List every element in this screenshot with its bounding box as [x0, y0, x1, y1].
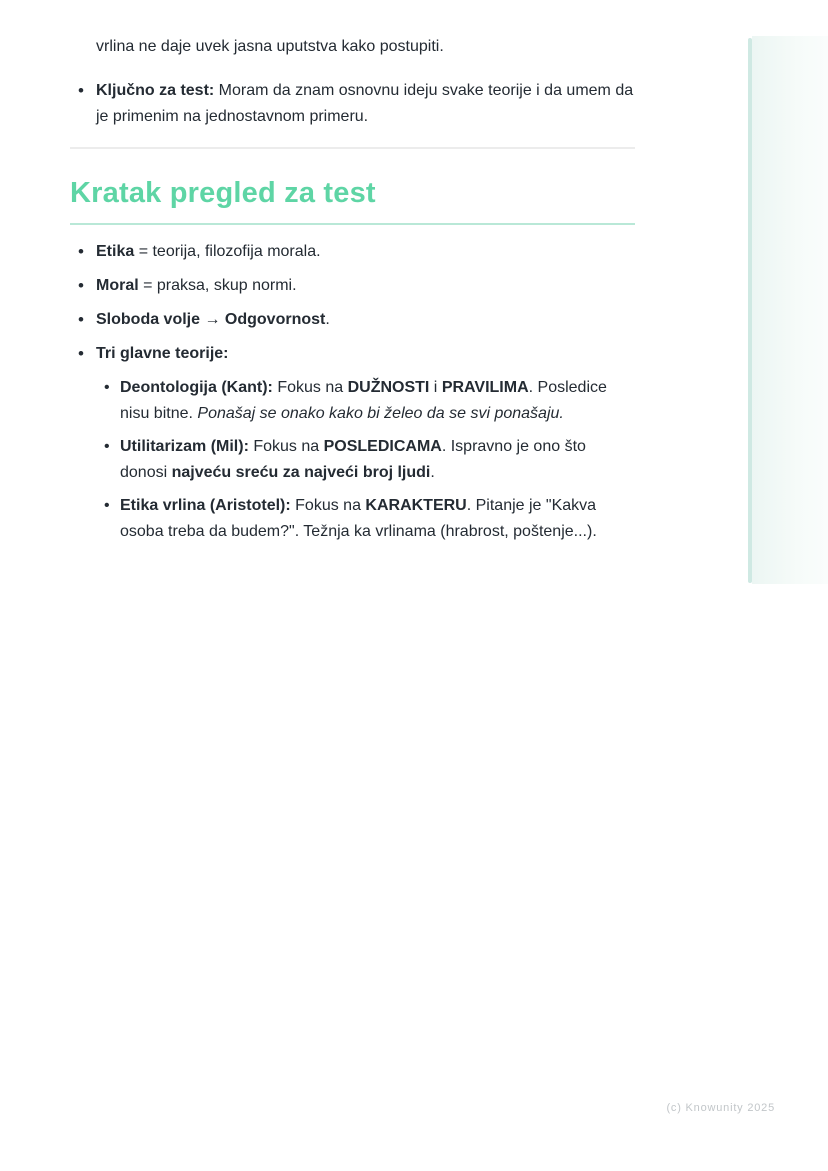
text-run-bold: Moral — [96, 277, 139, 294]
list-item-moral — [70, 273, 635, 299]
text-run-bold: DUŽNOSTI — [347, 379, 430, 396]
list-item-etika-vrlina — [96, 493, 635, 545]
list-item-deontologija — [96, 375, 635, 427]
text-run: Fokus na — [248, 438, 324, 455]
text-run-bold: Ključno za test: — [96, 82, 215, 99]
text-run-bold: Deontologija (Kant): — [120, 379, 273, 396]
list-item-utilitarizam — [96, 434, 635, 486]
text-run: = teorija, filozofija morala. — [134, 243, 321, 260]
text-run-bold: PRAVILIMA — [441, 379, 529, 396]
note-content — [70, 0, 635, 553]
copyright-text: (c) Knowunity 2025 — [666, 1102, 775, 1114]
text-run: . Ispravno je ono što donosi — [120, 438, 586, 481]
page-edge-line — [748, 38, 752, 583]
copyright-footer — [666, 1100, 775, 1116]
theories-list — [96, 375, 635, 545]
text-run-bold: KARAKTERU — [365, 497, 467, 514]
text-run: = praksa, skup normi. — [138, 277, 297, 294]
text-run-italic: Ponašaj se onako kako bi želeo da se svi ponašaju. — [197, 405, 564, 422]
text-run: Moram da znam osnovnu ideju svake teorije i da umem da je primenim na jednostavnom primeru. — [96, 82, 634, 125]
text-run-bold: Sloboda volje — [96, 311, 201, 328]
list-item-tri-glavne-teorije — [70, 341, 635, 545]
list-item-sloboda-volje — [70, 307, 635, 333]
text-run-bold: Etika vrlina (Aristotel): — [120, 497, 291, 514]
text-run-bold: Utilitarizam (Mil): — [120, 438, 249, 455]
arrow-glyph: → — [200, 311, 225, 328]
list-item-key-for-test — [70, 78, 635, 130]
text-run: Fokus na — [290, 497, 366, 514]
section-title: Kratak pregled za test — [70, 175, 635, 225]
text-run: . — [430, 464, 435, 481]
text-run-bold: Etika — [96, 243, 135, 260]
text-run: vrlina ne daje uvek jasna uputstva kako postupiti. — [96, 38, 444, 55]
text-run-bold: Odgovornost — [224, 311, 326, 328]
text-run: Fokus na — [272, 379, 348, 396]
text-run-bold: Tri glavne teorije: — [96, 345, 229, 362]
page-edge-highlight — [752, 36, 828, 584]
text-run-bold: najveću sreću za najveći broj ljudi — [171, 464, 431, 481]
text-run-bold: POSLEDICAMA — [323, 438, 442, 455]
section-divider — [70, 147, 635, 149]
list-item-etika — [70, 239, 635, 265]
paragraph-continuation — [96, 34, 635, 60]
text-run: . Pitanje je "Kakva osoba treba da budem?". Težnja ka vrlinama (hrabrost, poštenje...). — [120, 497, 597, 540]
text-run: . — [325, 311, 330, 328]
text-run: i — [429, 379, 442, 396]
key-points-list — [70, 78, 635, 130]
summary-list — [70, 239, 635, 545]
text-run: . Posledice nisu bitne. — [120, 379, 607, 422]
